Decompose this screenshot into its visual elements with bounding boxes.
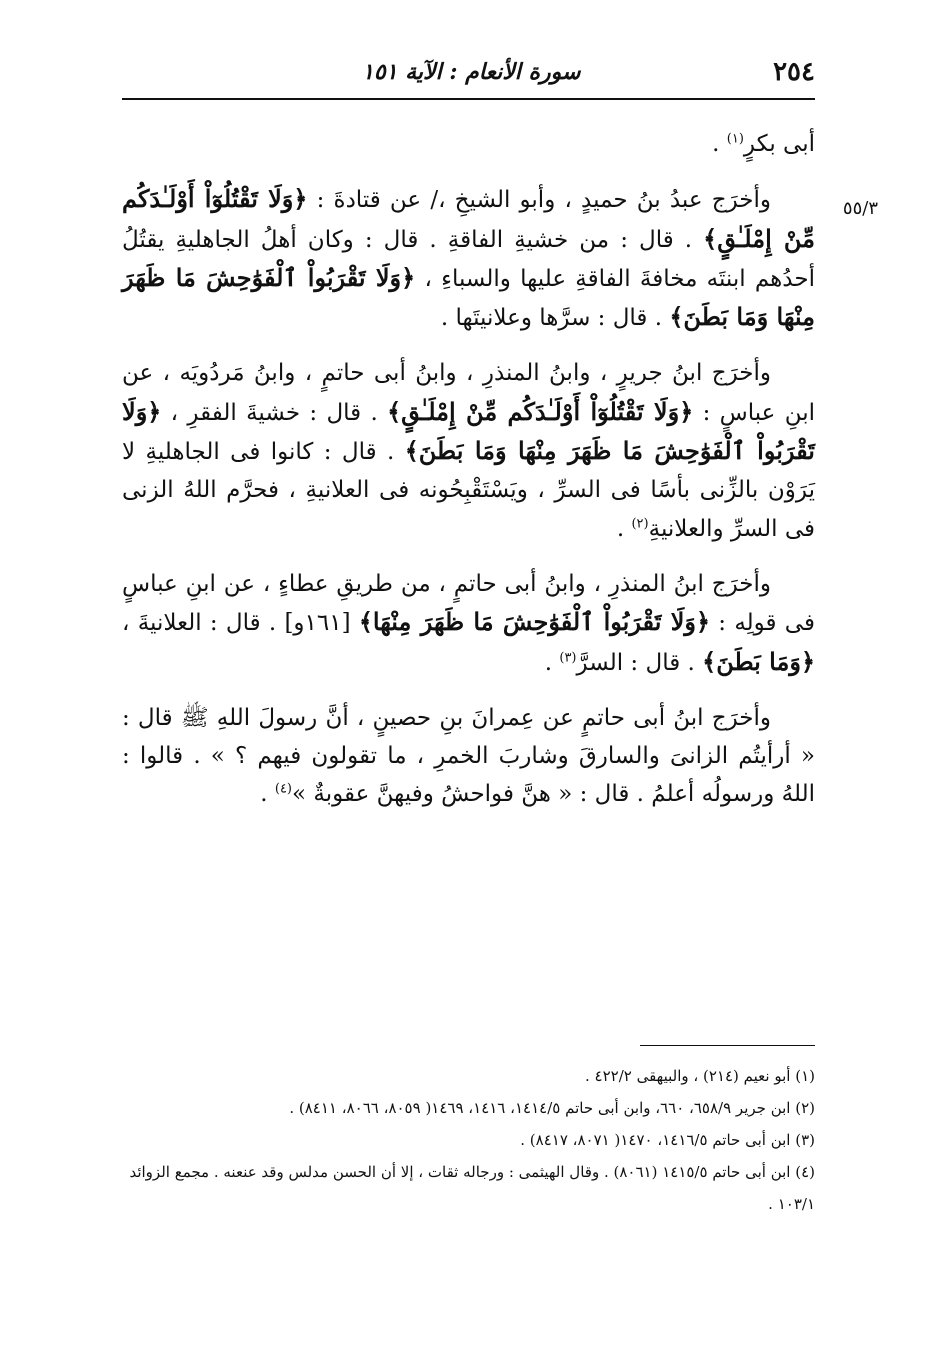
footnote: (٣) ابن أبى حاتم ١٤١٦/٥، ١٤٧٠( ٨٠٧١، ٨٤١٧) . xyxy=(520,1131,815,1149)
paragraph-text: . قال : السرَّ xyxy=(576,649,703,676)
footnote: (١) أبو نعيم (٢١٤) ، والبيهقى ٤٢٢/٢ . xyxy=(585,1067,815,1085)
paragraph xyxy=(122,180,815,337)
quran-verse: ﴿وَمَا بَطَنَ﴾ xyxy=(702,646,815,676)
paragraph-text: . xyxy=(616,515,632,542)
page-header xyxy=(122,50,815,94)
paragraph-text: وأخرَج ابنُ أبى حاتمٍ عن عِمرانَ بنِ حصينٍ ، أنَّ رسولَ اللهِ ﷺ قال : « أرأيتُم الزانىَ والسارقَ وشاربَ الخمرِ ، ما تقولون فيهم ؟ » . قالوا : اللهُ ورسولُه أعلمُ . قال : « هنَّ فواحشُ وفيهنَّ عقوبةٌ » xyxy=(122,704,815,808)
paragraph xyxy=(122,354,815,547)
footnotes xyxy=(122,1060,815,1220)
footnote-reference: (١) xyxy=(726,131,744,147)
footnote-reference: (٣) xyxy=(559,649,577,665)
paragraph-text: . قال : كانوا فى الجاهليةِ لا يَرَوْن بالزِّنى بأسًا فى السرِّ ، ويَسْتَقْبِحُونه فى العلانيةِ ، فحرَّم اللهُ الزنى فى السرِّ والعلانيةِ xyxy=(122,439,815,542)
paragraph xyxy=(122,125,815,163)
footnote-reference: (٤) xyxy=(274,781,292,797)
paragraph-text: وأخرَج عبدُ بنُ حميدٍ ، وأبو الشيخِ ،/ عن قتادةَ : xyxy=(307,187,771,214)
paragraph-text: أبى بكرٍ xyxy=(743,131,815,157)
quran-verse: ﴿وَلَا تَقْرَبُواْ ٱلْفَوَٰحِشَ مَا ظَهَرَ مِنْهَا وَمَا بَطَنَ﴾ xyxy=(122,396,815,466)
quran-verse: ﴿وَلَا تَقْتُلُوٓاْ أَوْلَـٰدَكُم مِّنْ إِمْلَـٰقٍ﴾ xyxy=(387,396,694,426)
footnote: (٢) ابن جرير ٦٥٨/٩، ٦٦٠، وابن أبى حاتم ١٤١٤/٥، ١٤١٦، ١٤٦٩( ٨٠٥٩، ٨٠٦٦، ٨٤١١) . xyxy=(289,1099,815,1117)
margin-reference: ٥٥/٣ xyxy=(842,198,878,219)
paragraph-text: . xyxy=(712,131,727,157)
paragraph-text: . xyxy=(260,781,275,808)
quran-verse: ﴿وَلَا تَقْرَبُواْ ٱلْفَوَٰحِشَ مَا ظَهَرَ مِنْهَا﴾ xyxy=(358,607,711,637)
page-number: ٢٥٤ xyxy=(773,57,815,87)
paragraph-text: . xyxy=(544,649,560,676)
paragraph xyxy=(122,699,815,814)
paragraph xyxy=(122,565,815,682)
footnote-rule xyxy=(640,1045,815,1046)
paragraph-text: . قال : سرَّها وعلانيتَها . xyxy=(440,305,670,332)
footnote-reference: (٢) xyxy=(631,516,649,532)
quran-verse: ﴿وَلَا تَقْرَبُواْ ٱلْفَوَٰحِشَ مَا ظَهَرَ مِنْهَا وَمَا بَطَنَ﴾ xyxy=(122,262,815,332)
paragraph-text: [١٦١و] . قال : العلانيةَ ، xyxy=(122,610,359,637)
paragraph-text: وأخرَج ابنُ جريرٍ ، وابنُ المنذرِ ، وابنُ أبى حاتمٍ ، وابنُ مَردُويَه ، عن ابنِ عباسٍ : xyxy=(122,360,816,426)
paragraph-text: وأخرَج ابنُ المنذرِ ، وابنُ أبى حاتمٍ ، من طريقِ عطاءٍ ، عن ابنِ عباسٍ فى قولِه : xyxy=(122,570,815,637)
paragraph-text: . قال : من خشيةِ الفاقةِ . قال : وكان أهلُ الجاهليةِ يقتُلُ أحدُهم ابنتَه مخافةَ الفاقةِ عليها والسباءِ ، xyxy=(122,226,815,292)
footnote: (٤) ابن أبى حاتم ١٤١٥/٥ (٨٠٦١) . وقال الهيثمى : ورجاله ثقات ، إلا أن الحسن مدلس وقد عنعنه . مجمع الزوائد ١٠٣/١ . xyxy=(129,1163,815,1213)
header-rule xyxy=(122,98,815,100)
paragraph-text: . قال : خشيةَ الفقرِ ، xyxy=(161,399,388,426)
running-title: سورة الأنعام : الآية ١٥١ xyxy=(362,59,581,85)
main-text xyxy=(122,125,815,831)
quran-verse: ﴿وَلَا تَقْتُلُوٓاْ أَوْلَـٰدَكُم مِّنْ إِمْلَـٰقٍ﴾ xyxy=(122,184,815,253)
